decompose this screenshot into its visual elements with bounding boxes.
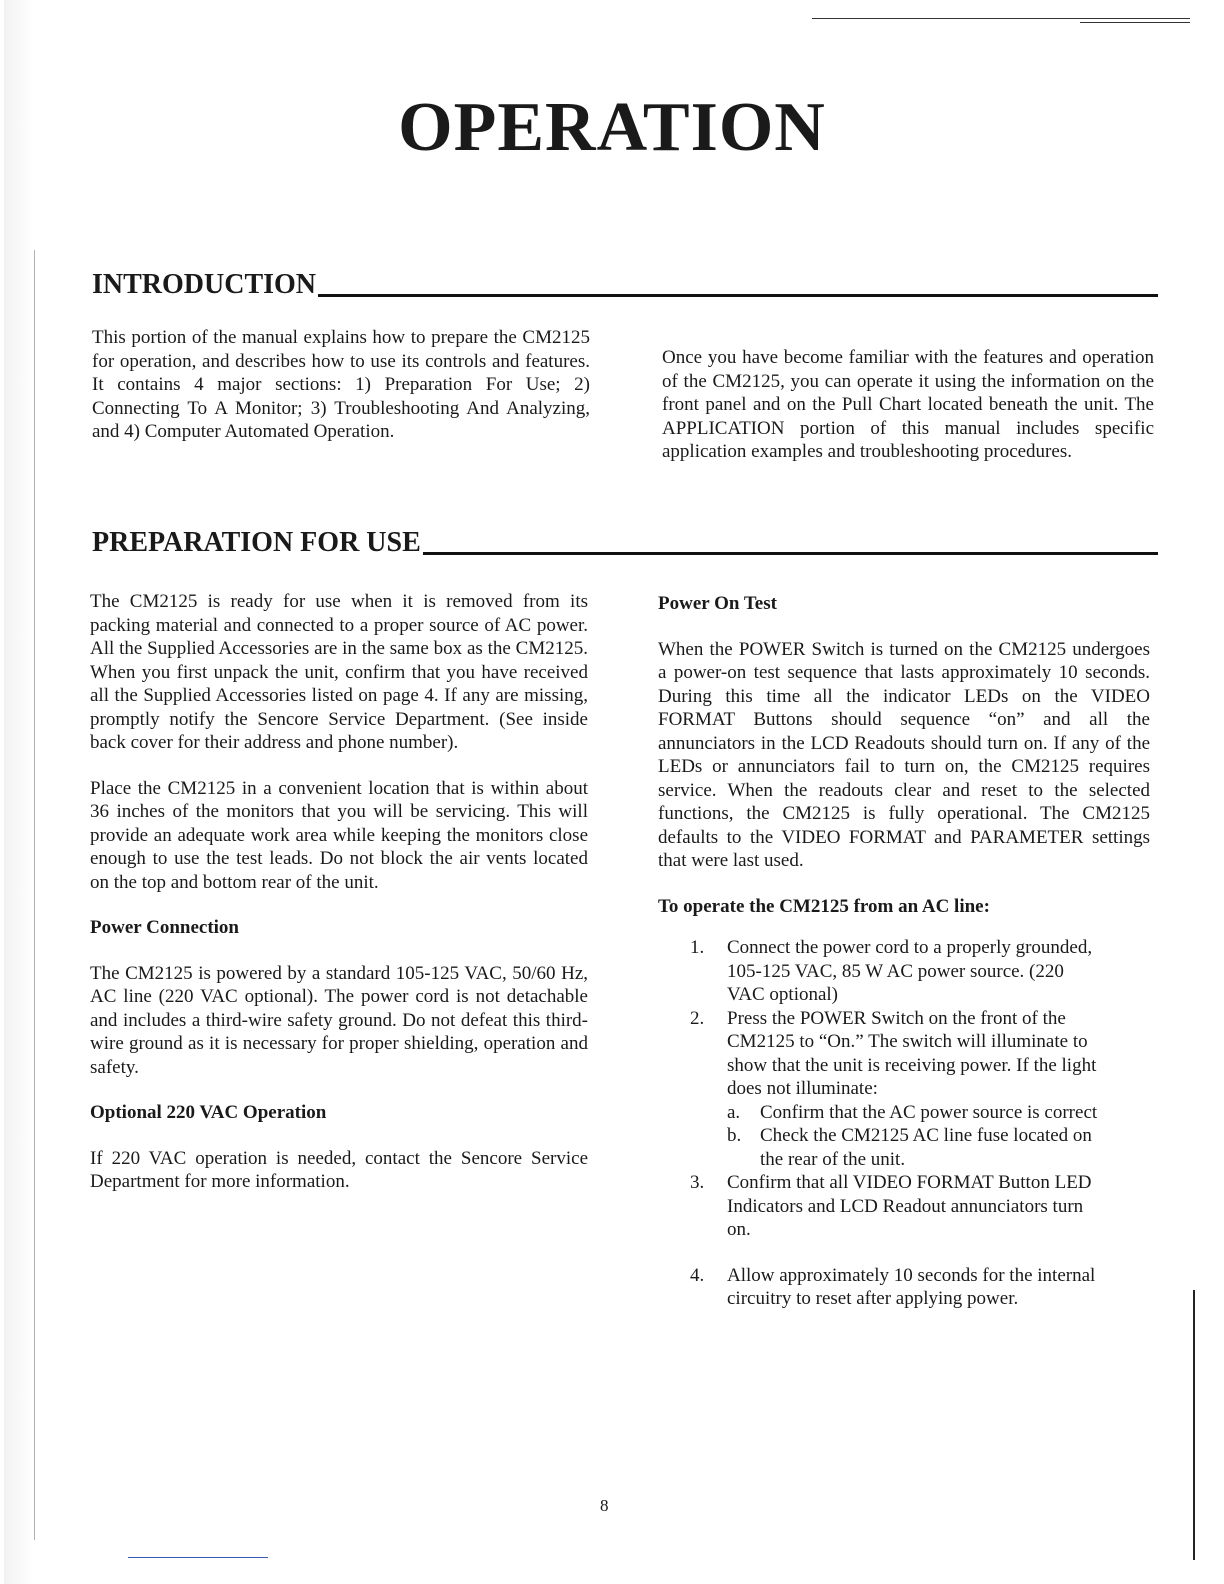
- step-number: 1.: [690, 937, 705, 958]
- header-rule: [1080, 22, 1190, 23]
- substep-letter: a.: [727, 1101, 741, 1123]
- section-heading-label: INTRODUCTION: [92, 269, 317, 300]
- subheading-ac-line: To operate the CM2125 from an AC line:: [658, 895, 990, 917]
- ac-procedure-list: [690, 936, 1100, 1311]
- step-text: Connect the power cord to a properly grounded, 105-125 VAC, 85 W AC power source. (220 VAC optional): [727, 937, 1093, 1005]
- procedure-step: [690, 1007, 1100, 1101]
- substep-letter: b.: [727, 1125, 742, 1146]
- intro-paragraph: This portion of the manual explains how to prepare the CM2125 for operation, and describes how to use its controls and features. It contains 4 major sections: 1) Preparation For Use; 2) Connecting To A Monitor; 3) Troubleshooting And Analyzing, and 4) Computer Automated Operation.: [92, 327, 590, 442]
- scan-binding-line: [34, 250, 35, 1540]
- footer-mark: [128, 1557, 268, 1558]
- page-title: OPERATION: [398, 89, 826, 166]
- step-number: 3.: [690, 1172, 705, 1193]
- section-rule: [318, 294, 1158, 297]
- intro-paragraph: Once you have become familiar with the features and operation of the CM2125, you can operate it using the information on the front panel and on the Pull Chart located beneath the unit. The APPLICATION portion of this manual includes specific application examples and troubleshooting procedures.: [662, 347, 1154, 462]
- step-text: Press the POWER Switch on the front of the CM2125 to “On.” The switch will illuminate to show that the unit is receiving power. If the light does not illuminate:: [727, 1007, 1097, 1099]
- scan-edge-line: [1193, 1290, 1195, 1560]
- section-rule: [423, 552, 1158, 555]
- prep-paragraph: Place the CM2125 in a convenient location that is within about 36 inches of the monitors that you will be servicing. This will provide an adequate work area while keeping the monitors close enough to use the test leads. Do not block the air vents located on the top and bottom rear of the unit.: [90, 777, 588, 893]
- section-heading-preparation: [92, 528, 1158, 558]
- optional-paragraph: If 220 VAC operation is needed, contact the Sencore Service Department for more information.: [90, 1147, 588, 1192]
- prep-right-column: [658, 592, 1150, 1311]
- substep-text: Check the CM2125 AC line fuse located on the rear of the unit.: [760, 1125, 1092, 1170]
- step-number: 4.: [690, 1264, 705, 1286]
- procedure-substeps: [690, 1101, 1100, 1172]
- intro-left-column: [92, 326, 590, 466]
- substep-list: [690, 1101, 1100, 1172]
- subheading-optional-220vac: Optional 220 VAC Operation: [90, 1102, 327, 1123]
- power-paragraph: The CM2125 is powered by a standard 105-125 VAC, 50/60 Hz, AC line (220 VAC optional). The power cord is not detachable and includes a third-wire safety ground. Do not defeat this third-wire ground as it is necessary for proper shielding, operation and safety.: [90, 962, 588, 1078]
- procedure-substep: [690, 1101, 1100, 1125]
- prep-paragraph: The CM2125 is ready for use when it is removed from its packing material and connected to a proper source of AC power. All the Supplied Accessories are in the same box as the CM2125. When you first unpack the unit, confirm that you have received all the Supplied Accessories listed on page 4. If any are missing, promptly notify the Sencore Service Department. (See inside back cover for their address and phone number).: [90, 591, 588, 753]
- procedure-step: [690, 1264, 1100, 1311]
- procedure-step: [690, 936, 1100, 1007]
- scan-shadow: [4, 0, 34, 1584]
- substep-text: Confirm that the AC power source is correct: [760, 1101, 1098, 1123]
- step-text: Allow approximately 10 seconds for the internal circuitry to reset after applying power.: [727, 1264, 1096, 1309]
- subheading-power-on-test: Power On Test: [658, 593, 777, 614]
- header-rule: [812, 18, 1190, 19]
- power-on-test-paragraph: When the POWER Switch is turned on the CM2125 undergoes a power-on test sequence that lasts approximately 10 seconds. During this time all the indicator LEDs on the VIDEO FORMAT Buttons should sequence “on” and all the annunciators in the LCD Readouts should turn on. If any of the LEDs or annunciators fail to turn on, the CM2125 requires service. When the readouts clear and reset to the selected functions, the CM2125 is fully operational. The CM2125 defaults to the VIDEO FORMAT and PARAMETER settings that were last used.: [658, 638, 1150, 871]
- section-heading-introduction: [92, 270, 1158, 300]
- procedure-step: [690, 1171, 1100, 1242]
- step-text: Confirm that all VIDEO FORMAT Button LED Indicators and LCD Readout annunciators turn on.: [727, 1172, 1092, 1240]
- page-number: 8: [600, 1496, 609, 1515]
- step-number: 2.: [690, 1007, 705, 1029]
- prep-left-column: [90, 590, 588, 1216]
- procedure-substep: [690, 1124, 1100, 1171]
- section-heading-label: PREPARATION FOR USE: [92, 527, 421, 558]
- intro-right-column: [662, 346, 1154, 486]
- subheading-power-connection: Power Connection: [90, 917, 239, 938]
